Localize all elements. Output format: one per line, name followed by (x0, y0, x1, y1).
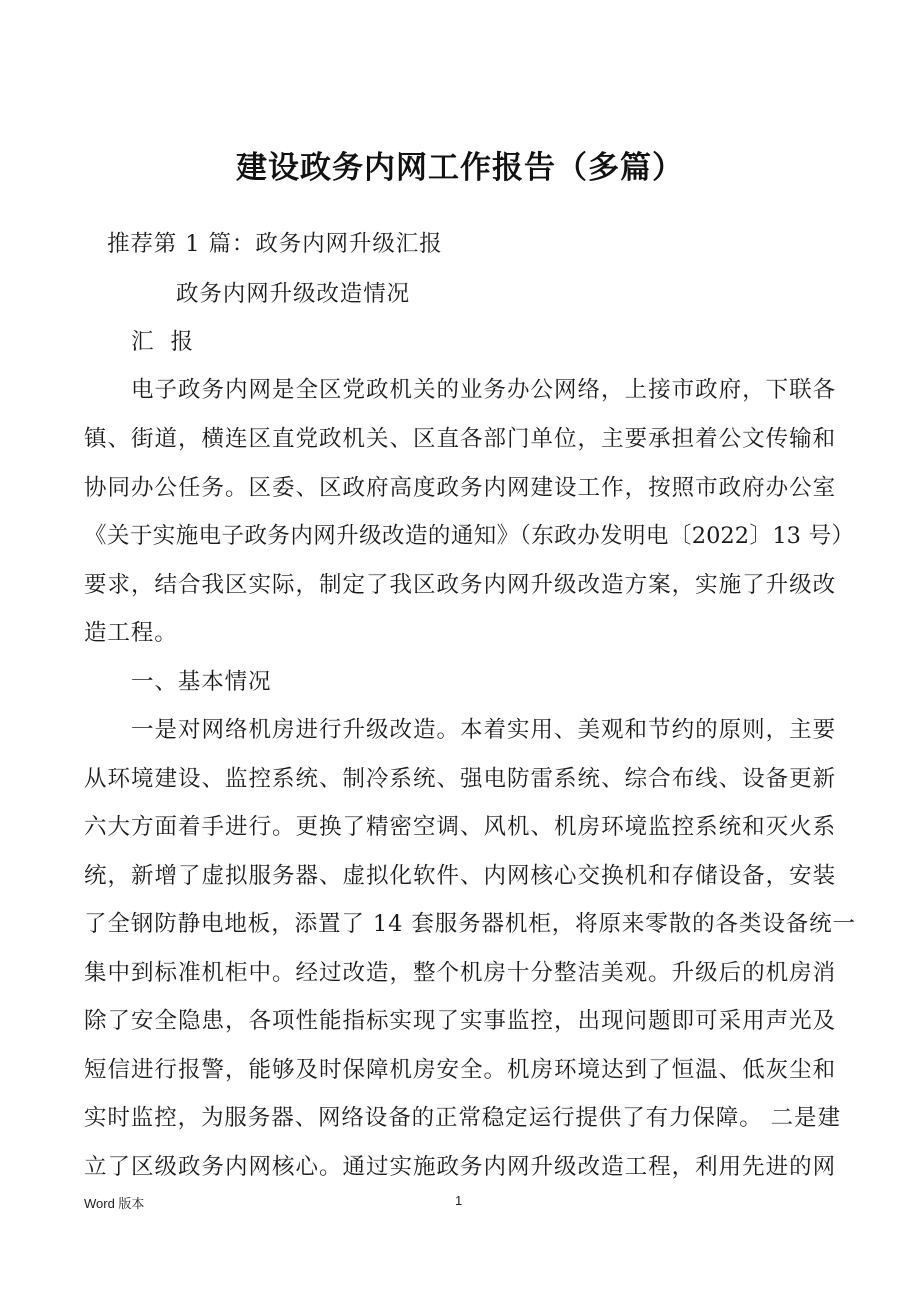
body-line: 造工程。 (84, 620, 178, 646)
body-line: 《关于实施电子政务内网升级改造的通知》（东政办发明电〔2022〕13 号） (84, 523, 854, 549)
section-heading: 一、基本情况 (131, 669, 272, 695)
report-subtitle: 政务内网升级改造情况 (176, 281, 411, 307)
footer-version-label: Word 版本 (84, 1196, 145, 1211)
body-line: 除了安全隐患，各项性能指标实现了实事监控，出现问题即可采用声光及 (84, 1008, 836, 1034)
body-line: 立了区级政务内网核心。通过实施政务内网升级改造工程，利用先进的网 (84, 1154, 836, 1180)
body-line: 六大方面着手进行。更换了精密空调、风机、机房环境监控系统和灭火系 (84, 814, 836, 840)
report-label: 汇 报 (131, 329, 194, 355)
document-title: 建设政务内网工作报告（多篇） (236, 150, 684, 186)
body-line: 镇、街道，横连区直党政机关、区直各部门单位，主要承担着公文传输和 (84, 426, 836, 452)
body-line: 电子政务内网是全区党政机关的业务办公网络，上接市政府，下联各 (131, 377, 836, 403)
body-line: 协同办公任务。区委、区政府高度政务内网建设工作，按照市政府办公室 (84, 475, 836, 501)
body-line: 实时监控，为服务器、网络设备的正常稳定运行提供了有力保障。 二是建 (84, 1105, 841, 1131)
recommend-heading: 推荐第 1 篇：政务内网升级汇报 (107, 231, 443, 257)
body-line: 了全钢防静电地板，添置了 14 套服务器机柜，将原来零散的各类设备统一 (84, 911, 856, 937)
body-line: 集中到标准机柜中。经过改造，整个机房十分整洁美观。升级后的机房消 (84, 960, 836, 986)
body-line: 一是对网络机房进行升级改造。本着实用、美观和节约的原则，主要 (131, 717, 836, 743)
footer-page-number: 1 (455, 1193, 463, 1208)
body-line: 短信进行报警，能够及时保障机房安全。机房环境达到了恒温、低灰尘和 (84, 1057, 836, 1083)
body-line: 从环境建设、监控系统、制冷系统、强电防雷系统、综合布线、设备更新 (84, 766, 836, 792)
body-line: 统，新增了虚拟服务器、虚拟化软件、内网核心交换机和存储设备，安装 (84, 863, 836, 889)
body-line: 要求，结合我区实际，制定了我区政务内网升级改造方案，实施了升级改 (84, 572, 836, 598)
